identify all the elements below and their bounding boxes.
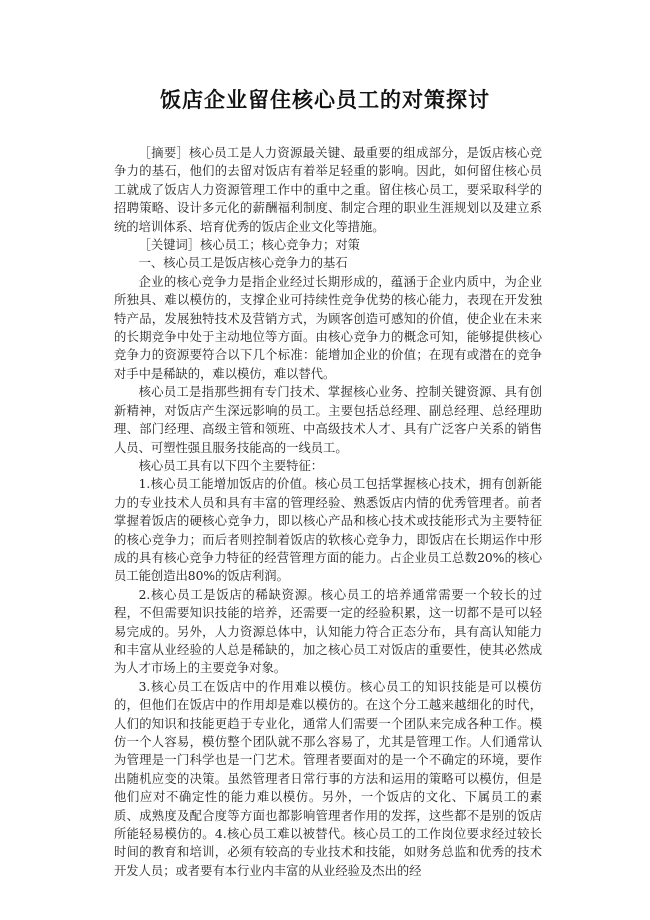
section-heading: 一、核心员工是饭店核心竞争力的基石	[138, 256, 348, 271]
body-paragraph: 2.核心员工是饭店的稀缺资源。核心员工的培养通常需要一个较长的过程，不但需要知识技能的培养，还需要一定的经验积累，这一切都不是可以轻易完成的。另外，人力资源总体中，认知能力符合正态分布，具有高认知能力和丰富从业经验的人总是稀缺的，加之核心员工对饭店的重要性，使其必然成为人才市场上的主要竞争对象。	[114, 587, 542, 676]
document-title: 饭店企业留住核心员工的对策探讨	[160, 88, 490, 112]
document-body	[114, 144, 542, 880]
body-paragraph: 1.核心员工能增加饭店的价值。核心员工包括掌握核心技术，拥有创新能力的专业技术人员和具有丰富的管理经验、熟悉饭店内情的优秀管理者。前者掌握着饭店的硬核心竞争力，即以核心产品和核心技术或技能形式为主要特征的核心竞争力；而后者则控制着饭店的软核心竞争力，即饭店在长期运作中形成的具有核心竞争力特征的经营管理方面的能力。占企业员工总数20%的核心员工能创造出80%的饭店利润。	[114, 477, 542, 584]
body-paragraph: 核心员工具有以下四个主要特征：	[138, 458, 324, 473]
body-paragraph: 核心员工是指那些拥有专门技术、掌握核心业务、控制关键资源、具有创新精神，对饭店产生深远影响的员工。主要包括总经理、副总经理、总经理助理、部门经理、高级主管和领班、中高级技术人才、具有广泛客户关系的销售人员、可塑性强且服务技能高的一线员工。	[114, 385, 542, 455]
keywords-line: ［关键词］核心员工；核心竞争力；对策	[138, 238, 360, 253]
body-paragraph: 企业的核心竞争力是指企业经过长期形成的，蕴涵于企业内质中，为企业所独具、难以模仿的，支撑企业可持续性竞争优势的核心能力，表现在开发独特产品，发展独特技术及营销方式，为顾客创造可感知的价值，使企业在未来的长期竞争中处于主动地位等方面。由核心竞争力的概念可知，能够提供核心竞争力的资源要符合以下几个标准：能增加企业的价值；在现有或潜在的竞争对手中是稀缺的，难以模仿，难以替代。	[114, 274, 542, 381]
body-paragraph: 3.核心员工在饭店中的作用难以模仿。核心员工的知识技能是可以模仿的，但他们在饭店中的作用却是难以模仿的。在这个分工越来越细化的时代，人们的知识和技能更趋于专业化，通常人们需要一个团队来完成各种工作。模仿一个人容易，模仿整个团队就不那么容易了，尤其是管理工作。人们通常认为管理是一门科学也是一门艺术。管理者要面对的是一个不确定的环境，要作出随机应变的决策。虽然管理者日常行事的方法和运用的策略可以模仿，但是他们应对不确定性的能力难以模仿。另外，一个饭店的文化、下属员工的素质、成熟度及配合度等方面也都影响管理者作用的发挥，这些都不是别的饭店所能轻易模仿的。4.核心员工难以被替代。核心员工的工作岗位要求经过较长时间的教育和培训，必须有较高的专业技术和技能，如财务总监和优秀的技术开发人员；或者要有本行业内丰富的从业经验及杰出的经	[114, 679, 542, 878]
abstract-paragraph: ［摘要］核心员工是人力资源最关键、最重要的组成部分，是饭店核心竞争力的基石，他们的去留对饭店有着举足轻重的影响。因此，如何留住核心员工就成了饭店人力资源管理工作中的重中之重。留住核心员工，要采取科学的招聘策略、设计多元化的薪酬福利制度、制定合理的职业生涯规划以及建立系统的培训体系、培育优秀的饭店企业文化等措施。	[114, 146, 542, 234]
